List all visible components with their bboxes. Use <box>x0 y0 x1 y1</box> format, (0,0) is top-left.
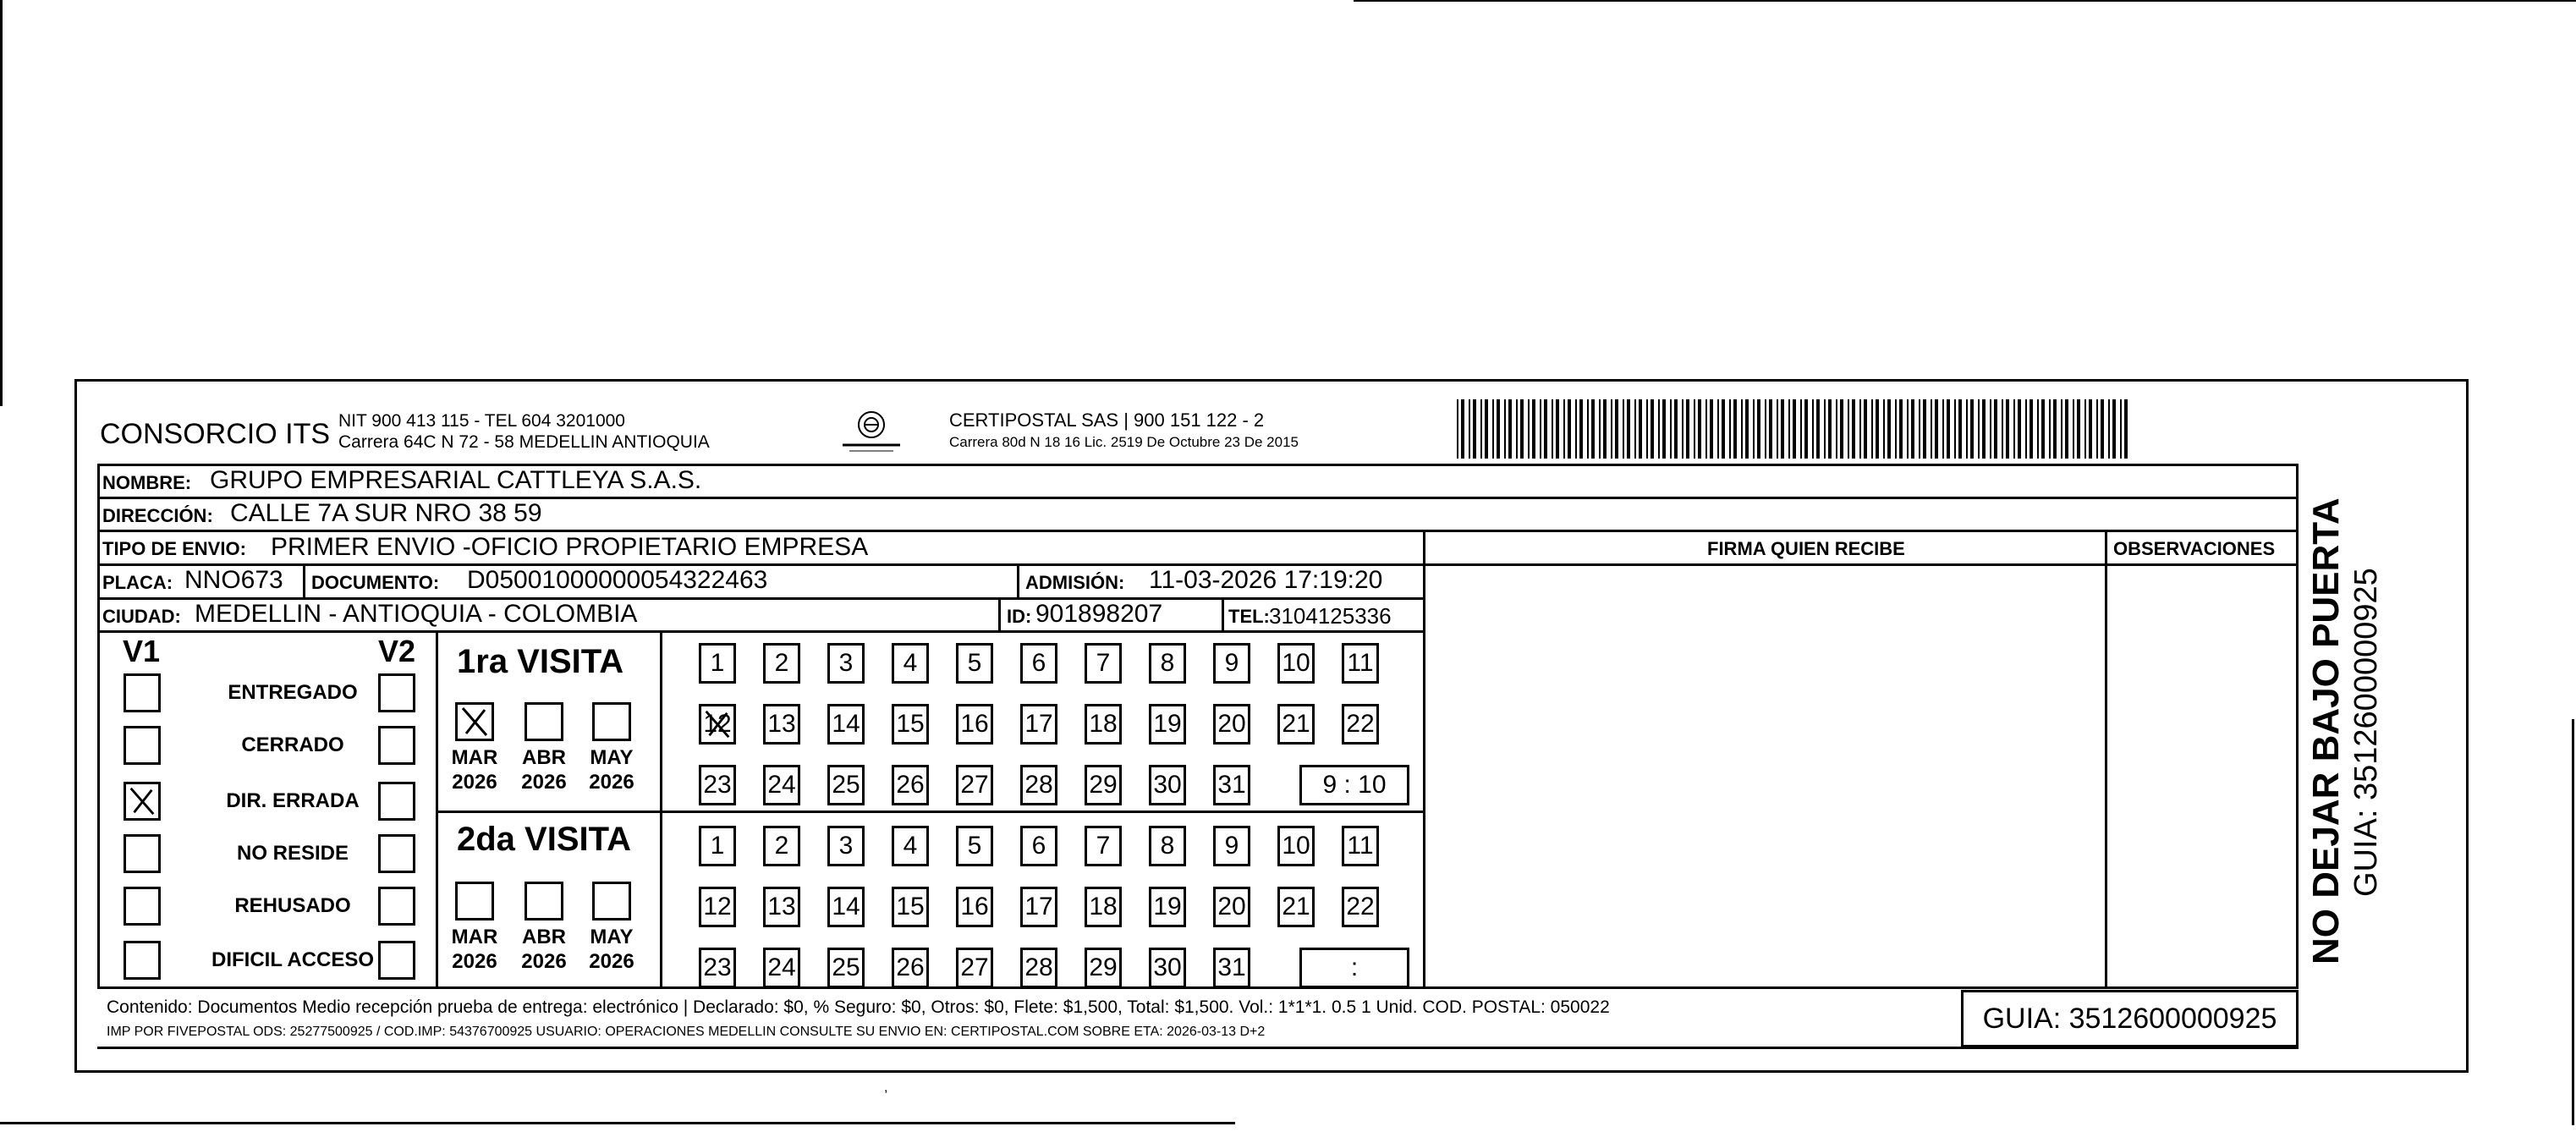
visit2-day-box: 27 <box>956 948 993 988</box>
barcode-bar <box>1745 399 1749 459</box>
visit1-day-box: 18 <box>1085 704 1122 745</box>
visit1-day-box: 9 <box>1213 643 1250 684</box>
barcode-bar <box>2053 399 2057 459</box>
status-reason-label: REHUSADO <box>234 894 351 917</box>
barcode-bar <box>1769 399 1772 459</box>
footer-imp-line: IMP POR FIVEPOSTAL ODS: 25277500925 / COD.IMP: 54376700925 USUARIO: OPERACIONES MEDELLIN CONSULTE SU ENVIO EN: CERTIPOSTAL.COM SOBRE ETA: 2026-03-13 D+2 <box>107 1025 1266 1039</box>
visit2-day-box: 18 <box>1085 887 1122 927</box>
barcode-bar <box>1876 399 1879 459</box>
visit-split-line <box>436 811 1425 813</box>
barcode-bar <box>1532 399 1535 459</box>
status-reason-label: DIR. ERRADA <box>226 789 360 812</box>
barcode-bar <box>1674 399 1678 459</box>
barcode-bar <box>1947 399 1950 459</box>
license-line: Carrera 80d N 18 16 Lic. 2519 De Octubre 23 De 2015 <box>949 434 1299 450</box>
visit1-day-box: 17 <box>1020 704 1057 745</box>
barcode-bar <box>1694 399 1695 459</box>
barcode-bar <box>1528 399 1530 459</box>
barcode-bar <box>2065 399 2068 459</box>
barcode-bar <box>2096 399 2098 459</box>
barcode-bar <box>1504 399 1506 459</box>
visit2-day-box: 2 <box>763 826 800 866</box>
visit1-day-box: 19 <box>1149 704 1186 745</box>
barcode-bar <box>2029 399 2033 459</box>
visit2-day-box: 24 <box>763 948 800 988</box>
barcode-bar <box>1552 399 1553 459</box>
barcode-bar <box>1722 399 1725 459</box>
documento-label: DOCUMENTO: <box>311 572 440 593</box>
barcode-bar <box>1994 399 1997 459</box>
visit1-day-box: 24 <box>763 765 800 805</box>
barcode-bar <box>1958 399 1962 459</box>
visit2-month-checkbox <box>455 882 494 920</box>
admision-label: ADMISIÓN: <box>1025 572 1125 593</box>
barcode-bar <box>1710 399 1713 459</box>
scan-edge-right <box>2572 719 2574 1125</box>
barcode <box>1457 399 2134 459</box>
placa-divider <box>303 563 305 597</box>
barcode-bar <box>1781 399 1784 459</box>
visit1-day-box: 30 <box>1149 765 1186 805</box>
v1-label: V1 <box>123 634 161 668</box>
nombre-label: NOMBRE: <box>102 472 192 493</box>
barcode-bar <box>1516 399 1518 459</box>
v2-checkbox <box>378 726 415 765</box>
no-dejar-bajo-puerta: NO DEJAR BAJO PUERTA <box>2305 497 2347 964</box>
status-right-divider <box>436 631 438 986</box>
visit1-day-box: 28 <box>1020 765 1057 805</box>
barcode-bar <box>1651 399 1654 459</box>
barcode-bar <box>1804 399 1808 459</box>
barcode-bar <box>1990 399 1991 459</box>
id-label: ID: <box>1007 606 1032 627</box>
barcode-bar <box>2084 399 2086 459</box>
visit1-month-checkbox <box>455 702 494 741</box>
barcode-bar <box>2077 399 2080 459</box>
certipostal-line: CERTIPOSTAL SAS | 900 151 122 - 2 <box>949 409 1265 431</box>
direccion-label: DIRECCIÓN: <box>102 505 213 526</box>
barcode-bar <box>1899 399 1903 459</box>
visit1-day-box: 23 <box>699 765 736 805</box>
visit1-day-box: 11 <box>1342 643 1379 684</box>
certipostal-logo <box>838 406 905 457</box>
visit1-day-box: 2 <box>763 643 800 684</box>
visit2-day-box: 30 <box>1149 948 1186 988</box>
visit2-day-box: 10 <box>1277 826 1315 866</box>
month-divider <box>660 631 662 986</box>
barcode-bar <box>1931 399 1932 459</box>
visit2-month-label: ABR 2026 <box>521 926 567 973</box>
barcode-bar <box>1686 399 1689 459</box>
barcode-bar <box>2018 399 2021 459</box>
scan-edge-top <box>1354 0 2576 2</box>
tel-divider <box>1222 597 1224 631</box>
barcode-bar <box>1480 399 1482 459</box>
visit1-day-box: 1 <box>699 643 736 684</box>
visit1-day-box: 8 <box>1149 643 1186 684</box>
barcode-bar <box>2089 399 2092 459</box>
visit1-day-box: 7 <box>1085 643 1122 684</box>
barcode-bar <box>1859 399 1861 459</box>
barcode-bar <box>1611 399 1612 459</box>
placa-value: NNO673 <box>184 566 283 594</box>
barcode-bar <box>2112 399 2116 459</box>
visit1-day-box: 21 <box>1277 704 1315 745</box>
barcode-bar <box>1705 399 1707 459</box>
barcode-bar <box>1662 399 1666 459</box>
v1-checkbox <box>124 673 161 712</box>
barcode-bar <box>1895 399 1897 459</box>
barcode-bar <box>1579 399 1583 459</box>
right-panel-edge <box>2296 464 2299 989</box>
visit2-day-box: 1 <box>699 826 736 866</box>
barcode-bar <box>1741 399 1743 459</box>
visit1-time-box: 9 : 10 <box>1299 765 1409 805</box>
barcode-bar <box>1848 399 1849 459</box>
status-reason-label: CERRADO <box>241 734 344 756</box>
footer-top-line <box>97 986 2299 989</box>
barcode-bar <box>1492 399 1494 459</box>
visit1-month-checkbox <box>592 702 631 741</box>
visit2-day-box: 11 <box>1342 826 1379 866</box>
barcode-bar <box>1473 399 1476 459</box>
barcode-bar <box>1733 399 1737 459</box>
barcode-bar <box>1615 399 1618 459</box>
barcode-bar <box>1970 399 1974 459</box>
visit1-day-box: 31 <box>1213 765 1250 805</box>
v2-label: V2 <box>378 634 416 668</box>
stray-mark: , <box>884 1080 888 1095</box>
barcode-bar <box>1911 399 1914 459</box>
barcode-bar <box>1777 399 1778 459</box>
barcode-bar <box>1852 399 1855 459</box>
documento-value: D05001000000054322463 <box>467 566 768 594</box>
firma-label: FIRMA QUIEN RECIBE <box>1707 538 1905 559</box>
barcode-bar <box>1883 399 1885 459</box>
visit2-day-box: 3 <box>827 826 865 866</box>
row-line-5 <box>97 630 1425 633</box>
visit2-day-box: 5 <box>956 826 993 866</box>
barcode-bar <box>1469 399 1470 459</box>
v1-checkbox <box>124 834 161 873</box>
status-reason-label: NO RESIDE <box>236 842 349 865</box>
id-value: 901898207 <box>1035 600 1163 628</box>
barcode-bar <box>1698 399 1701 459</box>
visit1-month-checkbox <box>525 702 563 741</box>
visit1-day-box: 13 <box>763 704 800 745</box>
barcode-bar <box>1587 399 1589 459</box>
barcode-bar <box>2120 399 2122 459</box>
barcode-bar <box>1919 399 1920 459</box>
barcode-bar <box>1461 399 1464 459</box>
barcode-bar <box>1816 399 1820 459</box>
barcode-bar <box>1682 399 1683 459</box>
barcode-bar <box>2124 399 2128 459</box>
visit1-day-box: 14 <box>827 704 865 745</box>
visit2-day-box: 31 <box>1213 948 1250 988</box>
v2-checkbox <box>378 782 415 821</box>
visit1-day-box: 4 <box>892 643 929 684</box>
admision-divider <box>1017 563 1019 597</box>
visit2-day-box: 8 <box>1149 826 1186 866</box>
guia-box <box>1961 990 2299 1047</box>
barcode-bar <box>1520 399 1524 459</box>
status-left-edge <box>97 631 100 986</box>
barcode-bar <box>1828 399 1832 459</box>
barcode-bar <box>1485 399 1488 459</box>
visit1-day-box: 26 <box>892 765 929 805</box>
barcode-bar <box>1563 399 1565 459</box>
company-name: CONSORCIO ITS <box>100 418 331 450</box>
barcode-bar <box>1954 399 1956 459</box>
visit2-day-box: 26 <box>892 948 929 988</box>
barcode-bar <box>1800 399 1802 459</box>
barcode-bar <box>1623 399 1624 459</box>
ciudad-value: MEDELLIN - ANTIOQUIA - COLOMBIA <box>195 600 638 628</box>
ciudad-label: CIUDAD: <box>102 606 181 627</box>
v1-checkbox <box>124 726 161 765</box>
barcode-bar <box>2013 399 2015 459</box>
v2-checkbox <box>378 834 415 873</box>
barcode-bar <box>2108 399 2110 459</box>
visit1-day-box: 25 <box>827 765 865 805</box>
visit2-day-box: 22 <box>1342 887 1379 927</box>
barcode-bar <box>1497 399 1500 459</box>
visit2-day-box: 12 <box>699 887 736 927</box>
barcode-bar <box>1729 399 1731 459</box>
footer-content-line: Contenido: Documentos Medio recepción prueba de entrega: electrónico | Declarado: $0, % Seguro: $0, Otros: $0, Flete: $1,500, Total: $1,500. Vol.: 1*1*1. 0.5 1 Unid. COD. POSTAL: 050022 <box>107 997 1610 1017</box>
visit2-day-box: 13 <box>763 887 800 927</box>
visit2-day-box: 29 <box>1085 948 1122 988</box>
visit2-day-box: 28 <box>1020 948 1057 988</box>
visit2-day-box: 20 <box>1213 887 1250 927</box>
visit2-month-checkbox <box>592 882 631 920</box>
visit2-day-box: 9 <box>1213 826 1250 866</box>
barcode-bar <box>1717 399 1719 459</box>
visit1-month-label: MAY 2026 <box>589 746 634 794</box>
barcode-bar <box>2037 399 2039 459</box>
id-divider <box>998 597 1001 631</box>
barcode-bar <box>1753 399 1755 459</box>
barcode-bar <box>1670 399 1672 459</box>
visit1-day-box: 12 <box>699 704 736 745</box>
barcode-bar <box>2101 399 2104 459</box>
visit1-day-box: 22 <box>1342 704 1379 745</box>
visit1-day-box: 10 <box>1277 643 1315 684</box>
barcode-bar <box>1634 399 1636 459</box>
visit2-day-box: 15 <box>892 887 929 927</box>
visit1-day-box: 16 <box>956 704 993 745</box>
visit1-month-label: ABR 2026 <box>521 746 567 794</box>
barcode-bar <box>1556 399 1559 459</box>
side-guia: GUIA: 3512600000925 <box>2348 568 2384 897</box>
visit2-time-box: : <box>1299 948 1409 988</box>
barcode-bar <box>1603 399 1607 459</box>
barcode-bar <box>2061 399 2062 459</box>
nit-line: NIT 900 413 115 - TEL 604 3201000 <box>338 411 625 431</box>
visit1-day-box: 27 <box>956 765 993 805</box>
visit2-title: 2da VISITA <box>457 821 631 858</box>
barcode-bar <box>2073 399 2074 459</box>
visit1-month-label: MAR 2026 <box>451 746 498 794</box>
barcode-bar <box>1923 399 1926 459</box>
barcode-bar <box>1793 399 1796 459</box>
barcode-bar <box>1812 399 1814 459</box>
tel-label: TEL: <box>1228 606 1270 627</box>
visit1-day-box: 3 <box>827 643 865 684</box>
barcode-bar <box>1646 399 1648 459</box>
v1-checkbox <box>124 782 161 821</box>
barcode-bar <box>1840 399 1843 459</box>
visit2-month-checkbox <box>525 882 563 920</box>
tipo-envio-value: PRIMER ENVIO -OFICIO PROPIETARIO EMPRESA <box>271 533 869 561</box>
barcode-bar <box>1575 399 1577 459</box>
visit1-day-box: 15 <box>892 704 929 745</box>
visit2-day-box: 25 <box>827 948 865 988</box>
row-line-2 <box>97 530 2299 532</box>
visit1-day-box: 6 <box>1020 643 1057 684</box>
x-check-mark <box>126 784 158 818</box>
visit2-day-box: 4 <box>892 826 929 866</box>
status-reason-label: ENTREGADO <box>228 681 358 704</box>
barcode-bar <box>1508 399 1512 459</box>
x-check-mark <box>701 706 733 742</box>
barcode-bar <box>2025 399 2027 459</box>
visit2-day-box: 21 <box>1277 887 1315 927</box>
visit1-day-box: 29 <box>1085 765 1122 805</box>
x-check-mark <box>458 705 492 739</box>
barcode-bar <box>1871 399 1873 459</box>
barcode-bar <box>1757 399 1760 459</box>
visit2-month-label: MAY 2026 <box>589 926 634 973</box>
barcode-bar <box>2002 399 2003 459</box>
tipo-envio-label: TIPO DE ENVIO: <box>102 538 246 559</box>
admision-value: 11-03-2026 17:19:20 <box>1149 566 1383 594</box>
barcode-bar <box>1457 399 1458 459</box>
visit2-month-label: MAR 2026 <box>451 926 498 973</box>
observaciones-label: OBSERVACIONES <box>2113 538 2276 559</box>
guia-box-text: GUIA: 3512600000925 <box>1982 1002 2277 1035</box>
status-reason-label: DIFICIL ACCESO <box>211 948 374 971</box>
placa-label: PLACA: <box>102 572 173 593</box>
barcode-bar <box>1591 399 1595 459</box>
barcode-bar <box>1966 399 1968 459</box>
v1-checkbox <box>124 887 161 926</box>
barcode-bar <box>1568 399 1571 459</box>
v1-checkbox <box>124 941 161 980</box>
barcode-bar <box>1544 399 1547 459</box>
visit1-title: 1ra VISITA <box>457 643 624 680</box>
v2-checkbox <box>378 673 415 712</box>
barcode-bar <box>2006 399 2009 459</box>
barcode-bar <box>2041 399 2045 459</box>
v2-checkbox <box>378 887 415 926</box>
barcode-bar <box>1765 399 1766 459</box>
visit2-day-box: 23 <box>699 948 736 988</box>
barcode-bar <box>1627 399 1630 459</box>
visit2-day-box: 16 <box>956 887 993 927</box>
visit1-day-box: 20 <box>1213 704 1250 745</box>
visit2-day-box: 14 <box>827 887 865 927</box>
barcode-bar <box>1836 399 1837 459</box>
barcode-bar <box>1599 399 1601 459</box>
scan-edge-left <box>0 0 3 406</box>
footer-bottom-line <box>97 1047 2299 1049</box>
visit2-day-box: 6 <box>1020 826 1057 866</box>
barcode-bar <box>1942 399 1944 459</box>
firma-divider <box>1423 530 1425 989</box>
barcode-bar <box>1907 399 1909 459</box>
visit2-day-box: 7 <box>1085 826 1122 866</box>
scan-edge-bottom <box>0 1122 1235 1124</box>
barcode-bar <box>1540 399 1541 459</box>
nombre-value: GRUPO EMPRESARIAL CATTLEYA S.A.S. <box>210 466 702 494</box>
barcode-bar <box>1788 399 1790 459</box>
visit1-day-box: 5 <box>956 643 993 684</box>
barcode-bar <box>1824 399 1826 459</box>
observaciones-divider <box>2105 530 2107 989</box>
visit2-day-box: 19 <box>1149 887 1186 927</box>
barcode-bar <box>1864 399 1867 459</box>
visit2-day-box: 17 <box>1020 887 1057 927</box>
barcode-bar <box>2049 399 2051 459</box>
barcode-bar <box>1982 399 1986 459</box>
barcode-bar <box>1887 399 1891 459</box>
barcode-bar <box>1978 399 1980 459</box>
direccion-value: CALLE 7A SUR NRO 38 59 <box>230 499 542 527</box>
barcode-bar <box>1639 399 1642 459</box>
barcode-bar <box>1935 399 1938 459</box>
v2-checkbox <box>378 941 415 980</box>
barcode-bar <box>1658 399 1660 459</box>
tel-value: 3104125336 <box>1269 603 1392 629</box>
address-line: Carrera 64C N 72 - 58 MEDELLIN ANTIOQUIA <box>338 432 710 452</box>
